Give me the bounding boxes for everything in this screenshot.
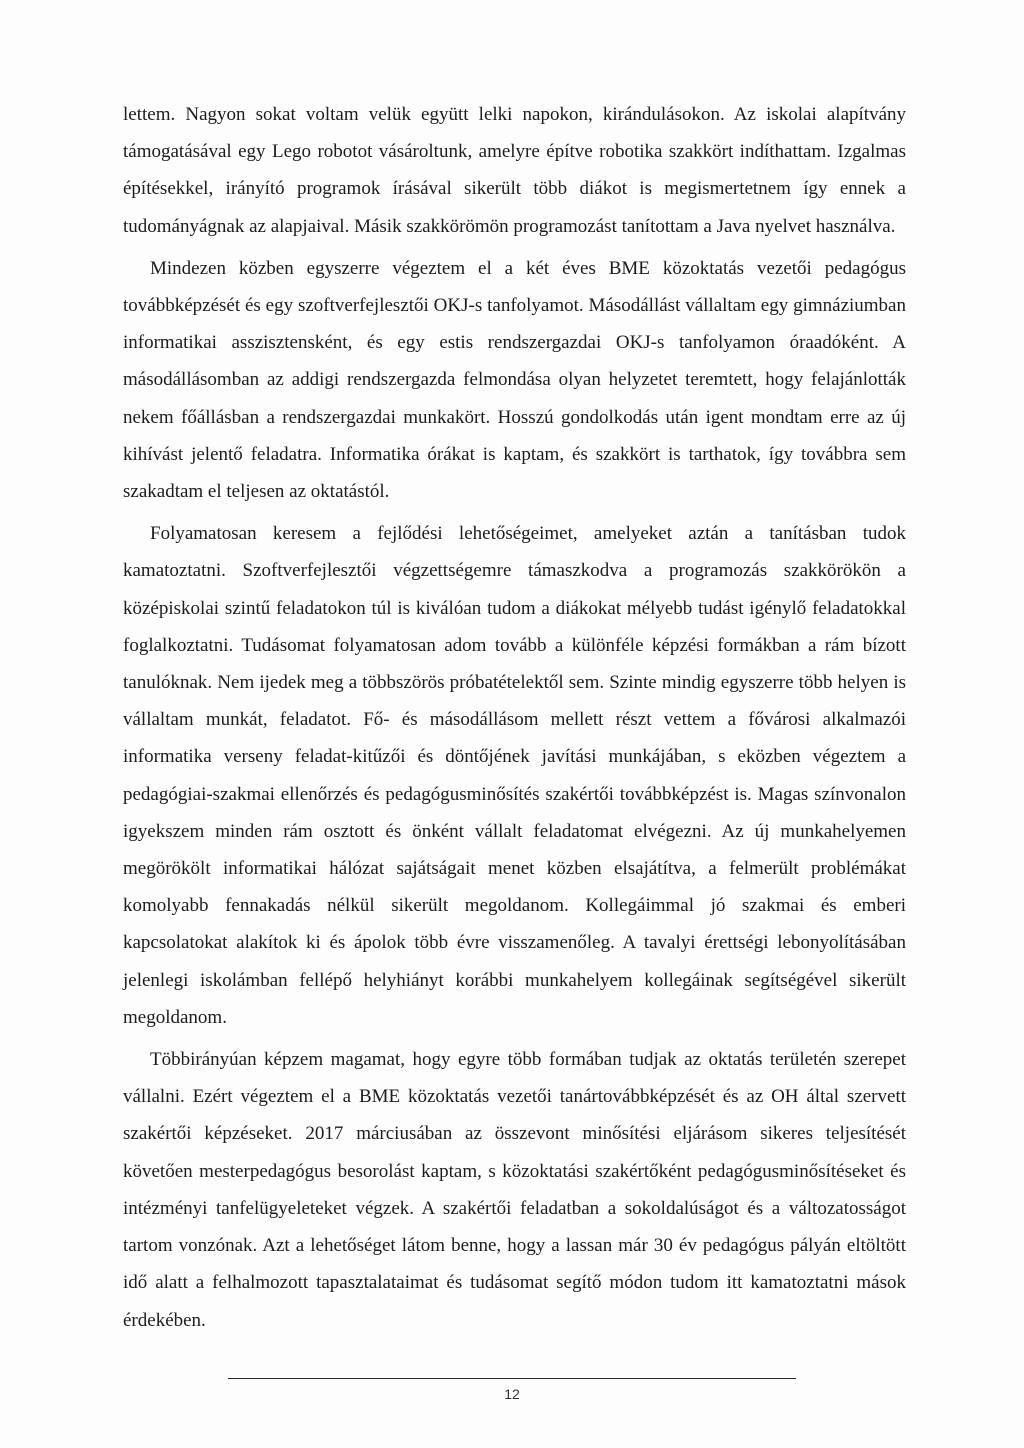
paragraph: Mindezen közben egyszerre végeztem el a két éves BME közoktatás vezetői pedagógus továbbképzését és egy szoftverfejlesztői OKJ-s tanfolyamot. Másodállást vállaltam egy gimnáziumban informatikai asszisztensként, és egy estis rendszergazdai OKJ-s tanfolyamon óraadóként. A másodállásomban az addigi rendszergazda felmondása olyan helyzetet teremtett, hogy felajánlották nekem főállásban a rendszergazdai munkakört. Hosszú gondolkodás után igent mondtam erre az új kihívást jelentő feladatra. Informatika órákat is kaptam, és szakkört is tarthatok, így továbbra sem szakadtam el teljesen az oktatástól. <box>123 257 906 503</box>
paragraph: Többirányúan képzem magamat, hogy egyre több formában tudjak az oktatás területén szerepet vállalni. Ezért végeztem el a BME közoktatás vezetői tanártovábbképzését és az OH által szervett szakértői képzéseket. 2017 márciusában az összevont minősítési eljárásom sikeres teljesítését követően mesterpedagógus besorolást kaptam, s közoktatási szakértőként pedagógusminősítéseket és intézményi tanfelügyeleteket végzek. A szakértői feladatban a sokoldalúságot és a változatosságot tartom vonzónak. Azt a lehetőséget látom benne, hogy a lassan már 30 év pedagógus pályán eltöltött idő alatt a felhalmozott tapasztalataimat és tudásomat segítő módon tudom itt kamatoztatni mások érdekében. <box>123 1049 906 1331</box>
paragraph: Folyamatosan keresem a fejlődési lehetőségeimet, amelyeket aztán a tanításban tudok kamatoztatni. Szoftverfejlesztői végzettségemre támaszkodva a programozás szakkörökön a középiskolai szintű feladatokon túl is kiválóan tudom a diákokat mélyebb tudást igénylő feladatokkal foglalkoztatni. Tudásomat folyamatosan adom tovább a különféle képzési formákban a rám bízott tanulóknak. Nem ijedek meg a többszörös próbatételektől sem. Szinte mindig egyszerre több helyen is vállaltam munkát, feladatot. Fő- és másodállásom mellett részt vettem a fővárosi alkalmazói informatika verseny feladat-kitűzői és döntőjének javítási munkájában, s eközben végeztem a pedagógiai-szakmai ellenőrzés és pedagógusminősítés szakértői továbbképzést is. Magas színvonalon igyekszem minden rám osztott és önként vállalt feladatomat elvégezni. Az új munkahelyemen megörökölt informatikai hálózat sajátságait menet közben elsajátítva, a felmerült problémákat komolyabb fennakadás nélkül sikerült megoldanom. Kollegáimmal jó szakmai és emberi kapcsolatokat alakítok ki és ápolok több évre visszamenőleg. A tavalyi érettségi lebonyolításában jelenlegi iskolámban fellépő helyhiányt korábbi munkahelyem kollegáinak segítségével sikerült megoldanom. <box>123 523 906 1028</box>
body-text <box>123 96 906 1344</box>
paragraph-continuation: lettem. Nagyon sokat voltam velük együtt lelki napokon, kirándulásokon. Az iskolai alapítvány támogatásával egy Lego robotot vásároltunk, amelyre építve robotika szakkört indíthattam. Izgalmas építésekkel, irányító programok írásával sikerült több diákot is megismertetnem így ennek a tudományágnak az alapjaival. Másik szakkörömön programozást tanítottam a Java nyelvet használva. <box>123 104 906 237</box>
footer-divider <box>228 1378 796 1379</box>
page-number: 12 <box>504 1386 520 1402</box>
